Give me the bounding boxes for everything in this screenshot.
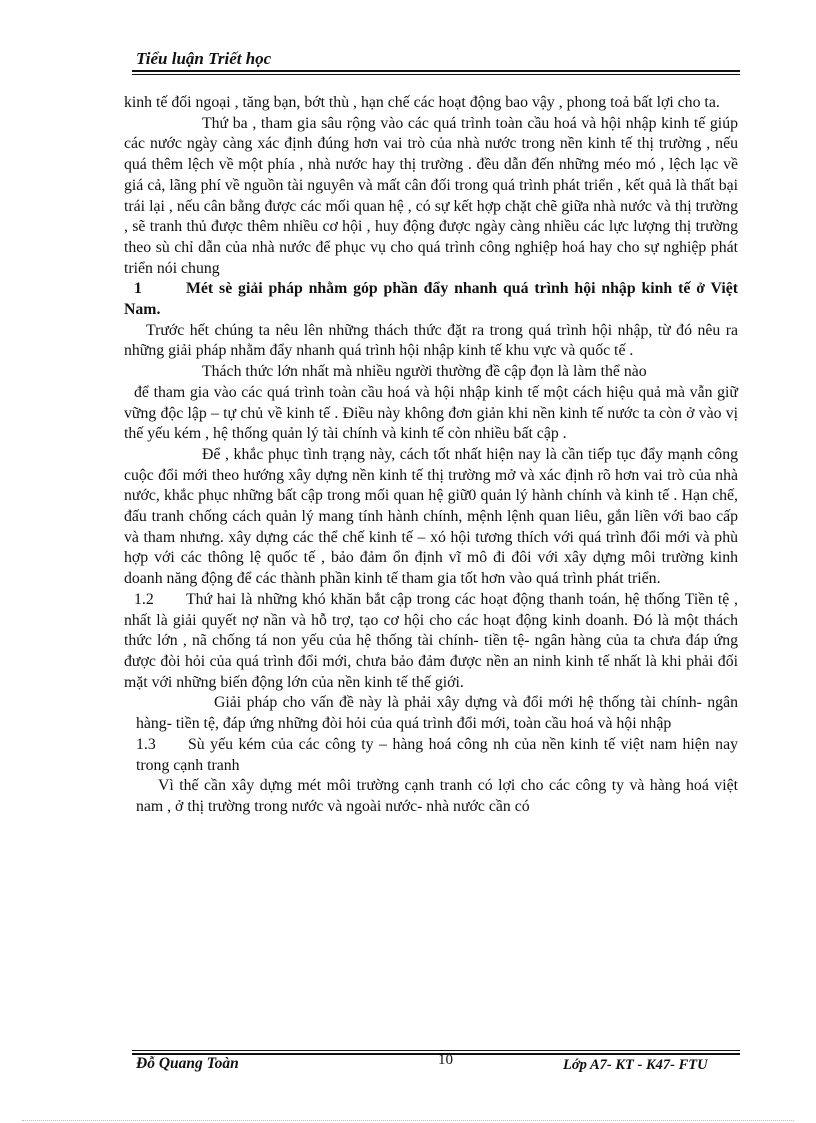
header-title: Tiểu luận Triết học [136, 49, 272, 68]
footer-author: Đỗ Quang Toàn [136, 1055, 239, 1072]
paragraph: Thách thức lớn nhất mà nhiều người thường đề cập đọn là làm thể nào [202, 363, 647, 381]
section-heading [124, 279, 738, 320]
section-number: 1 [134, 280, 142, 298]
page-edge [22, 1120, 794, 1121]
subsection-text: Sù yếu kém của các công ty – hàng hoá công nh của nền kinh tế việt nam hiện nay trong cạnh tranh [136, 735, 738, 774]
header-rule-thin [132, 74, 740, 75]
subsection [124, 590, 738, 694]
paragraph: Trước hết chúng ta nêu lên những thách thức đặt ra trong quá trình hội nhập, từ đó nêu ra những giải pháp nhằm đẩy nhanh quá trình hội nhập kinh tế khu vực và quốc tế . [124, 321, 738, 360]
paragraph: kinh tế đối ngoại , tăng bạn, bớt thù , hạn chế các hoạt động bao vậy , phong toả bất lợi cho ta. [124, 94, 720, 111]
paragraph: Giải pháp cho vấn đề này là phải xây dựng và đổi mới hệ thống tài chính- ngân hàng- tiền tệ, đáp ứng những đòi hỏi của quá trình đổi mới, toàn cầu hoá và hội nhập [136, 694, 738, 733]
subsection-number: 1.3 [136, 735, 156, 753]
paragraph: Thứ ba , tham gia sâu rộng vào các quá trình toàn cầu hoá và hội nhập kinh tế giúp các nước ngày càng xác định đúng hơn vai trò của nhà nước trong nền kinh tế thị trường , nếu quá thêm lệch về một phía , nhà nước hay thị trường . đều dẫn đến những méo mó , lệch lạc về giá cả, lãng phí về nguồn tài nguyên và mất cân đối trong quá trình phát triển , kết quả là thất bại trái lại , nếu cân bằng được các mối quan hệ , có sự kết hợp chặt chẽ giữa nhà nước và thị trường , sẽ tranh thủ được thêm nhiều cơ hội , huy động được ngày càng nhiều các lực lượng thị trường theo sù chỉ dẫn của nhà nước để phục vụ cho quá trình công nghiệp hoá hay cho sự nghiệp phát triển nói chung [124, 114, 738, 277]
subsection-text: Thứ hai là những khó khăn bắt cập trong các hoạt động thanh toán, hệ thống Tiền tệ , nhất là giải quyết nợ nần và hỗ trợ, tạo cơ hội cho các hoạt động kinh doanh. Đó là một thách thức lớn , nã chống tá non yếu của hệ thống tài chính- tiền tệ- ngân hàng của ta chưa đáp ứng được đòi hỏi của quá trình đổi mới, chưa bảo đảm được nền an ninh kinh tế nhất là khi phải đối mặt với những biến động lớn của nền kinh tế thế giới. [124, 590, 738, 691]
paragraph: Vì thế cần xây dựng mét môi trường cạnh tranh có lợi cho các công ty và hàng hoá việt nam , ở thị trường trong nước và ngoài nước- nhà nước cần có [136, 777, 738, 815]
paragraph: để tham gia vào các quá trình toàn cầu hoá và hội nhập kinh tế một cách hiệu quả mà vẫn giữ vững độc lập – tự chủ về kinh tế . Điều này không đơn giản khi nền kinh tế nước ta còn ở vào vị thế yếu kém , hệ thống quản lý tài chính và kinh tế còn nhiều bất cập . [124, 383, 738, 443]
page-body [124, 93, 738, 818]
footer-class-info: Lớp A7- KT - K47- FTU [563, 1057, 708, 1073]
subsection [124, 735, 738, 776]
header-rule [132, 70, 740, 72]
section-heading-text: Mét sè giải pháp nhằm góp phần đẩy nhanh quá trình hội nhập kinh tế ở Việt Nam. [124, 280, 738, 319]
page-number: 10 [438, 1052, 453, 1068]
paragraph: Để , khắc phục tình trạng này, cách tốt nhất hiện nay là cần tiếp tục đẩy mạnh công cuộc đổi mới theo hướng xây dựng nền kinh tế thị trường mở và xác định rõ hơn vai trò của nhà nước, khắc phục những bất cập trong mối quan hệ giữ0 quản lý hành chính và kinh tế . Hạn chế, đấu tranh chống cách quản lý mang tính hành chính, mệnh lệnh quan liêu, gắn liền với bao cấp và tham nhưng. xây dựng các thể chế kinh tế – xó hội tương thích với quá trình đổi mới và phù hợp với các thông lệ quốc tế , bảo đảm ổn định vĩ mô đi đôi với xây dựng môi trường kinh doanh năng động để các thành phần kinh tế tham gia tốt hơn vào quá trình phát triển. [124, 445, 738, 588]
footer-rule-thin [132, 1050, 740, 1051]
subsection-number: 1.2 [134, 590, 154, 608]
